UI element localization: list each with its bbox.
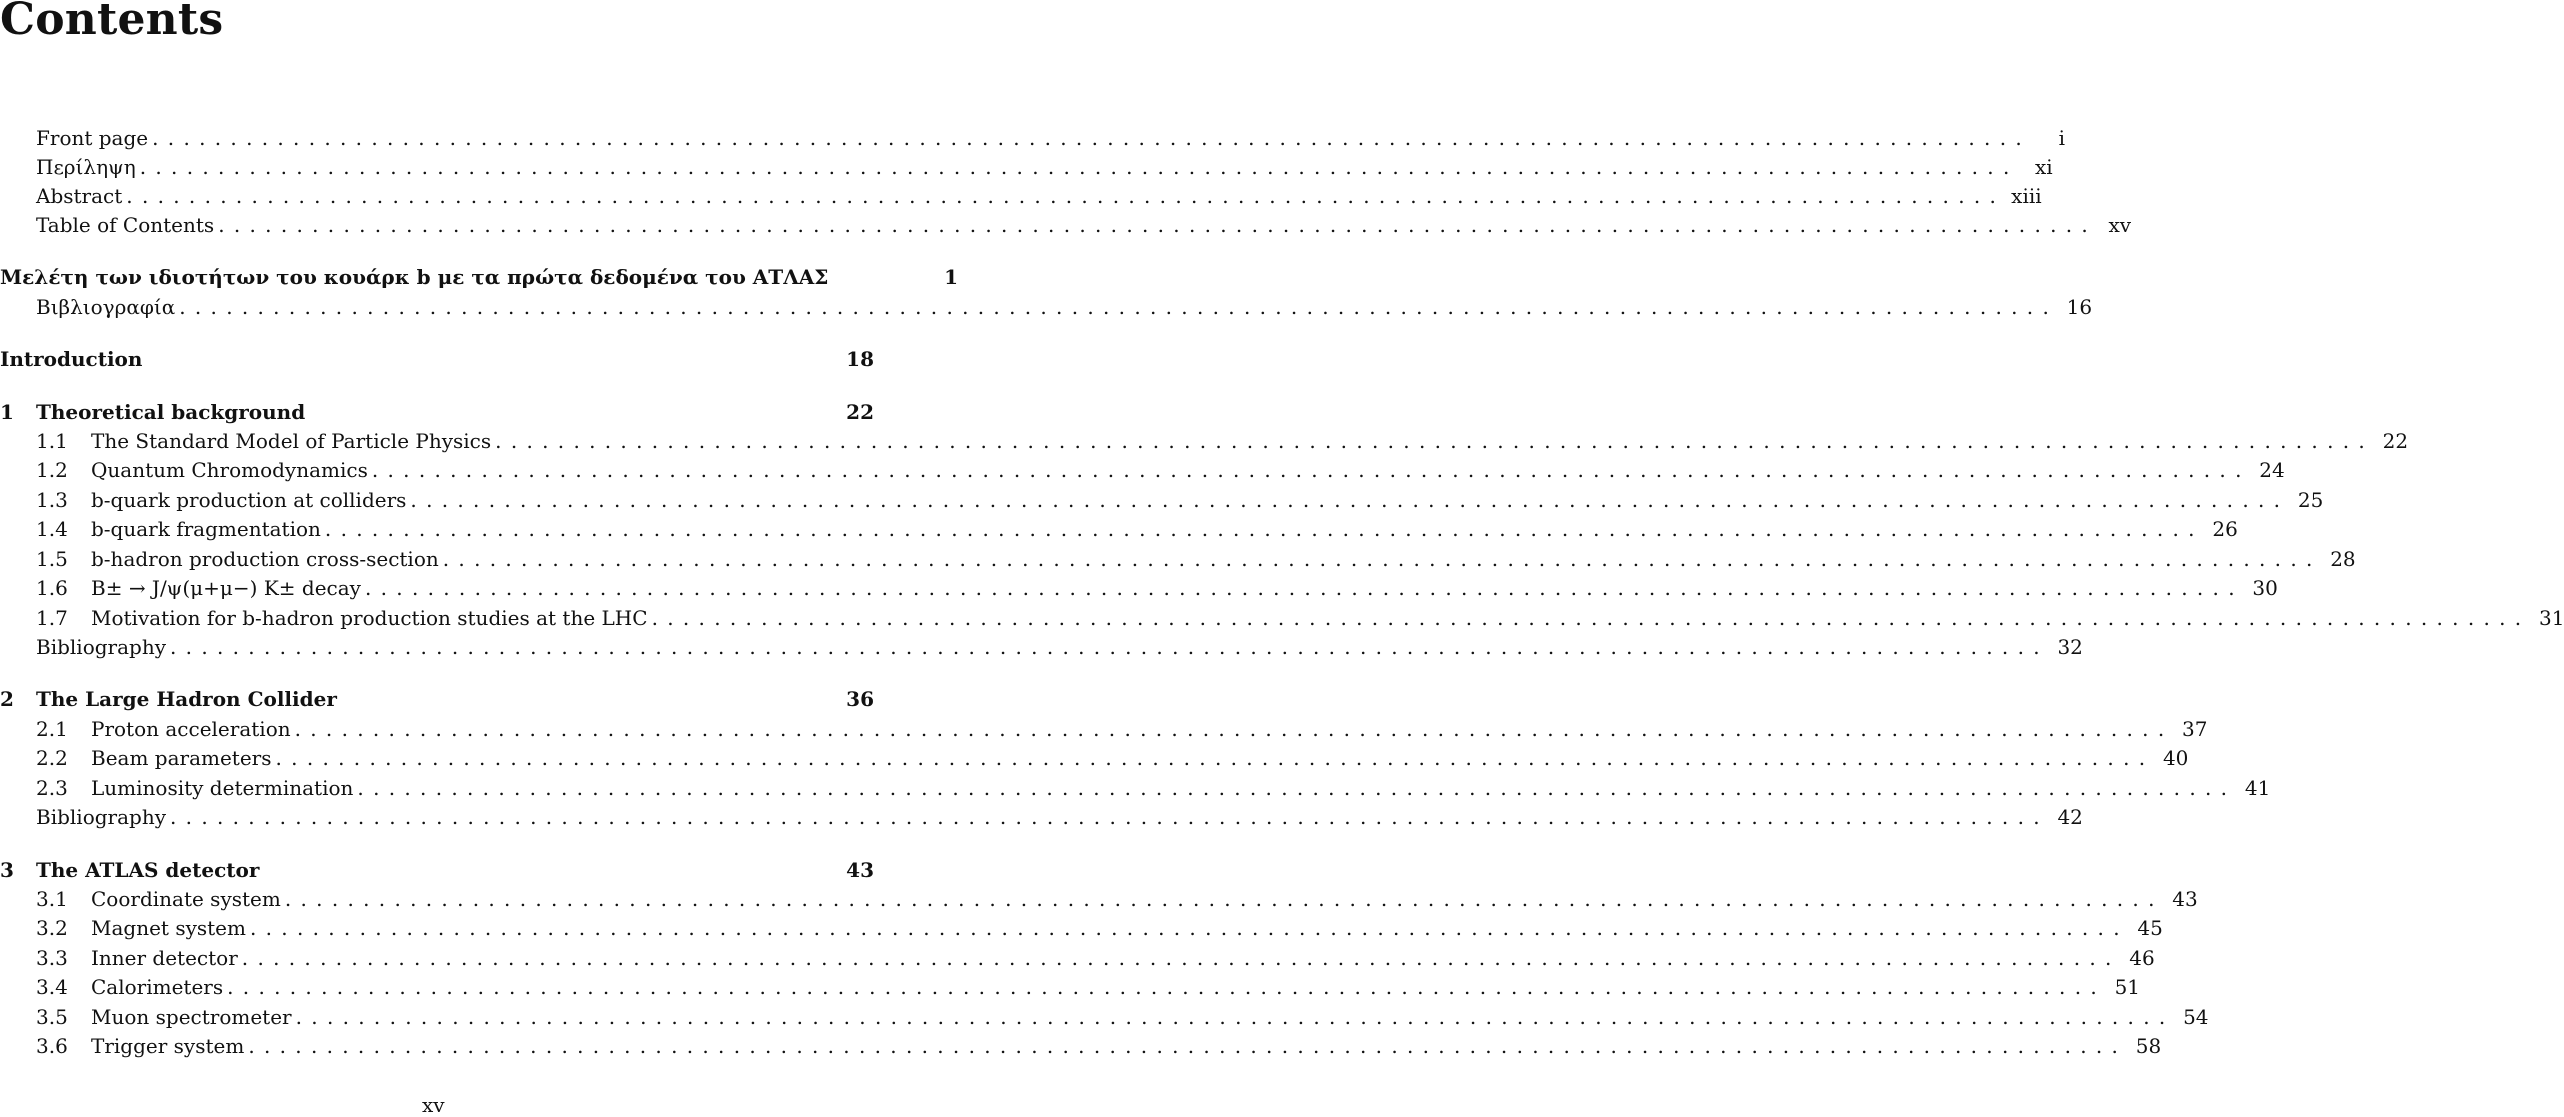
dot-leader: ........................................................................................................................ — [442, 547, 2322, 571]
toc-section-page: 25 — [2297, 488, 2324, 512]
toc-chapter-page: 43 — [846, 858, 874, 882]
toc-section-title: Calorimeters — [91, 975, 224, 999]
toc-section-2-3[interactable] — [36, 774, 2271, 802]
toc-chapter-page: 22 — [846, 400, 874, 424]
toc-section-3-5[interactable] — [36, 1003, 2209, 1031]
dot-leader: ........................................................................................................................ — [651, 606, 2531, 630]
toc-section-title: Motivation for b-hadron production studies at the LHC — [91, 606, 648, 630]
toc-section-page: 32 — [2057, 635, 2083, 659]
dot-leader: ........................................................................................................................ — [170, 635, 2049, 659]
toc-section-page: 46 — [2129, 946, 2155, 970]
toc-section-3-2[interactable] — [36, 914, 2163, 942]
toc-section-page: 22 — [2382, 429, 2409, 453]
toc-chapter-title: Theoretical background — [36, 400, 306, 424]
toc-section-2-1[interactable] — [36, 715, 2208, 743]
toc-entry-abstract[interactable] — [36, 182, 2042, 210]
toc-section-title: Beam parameters — [91, 746, 272, 770]
toc-section-1-4[interactable] — [36, 515, 2238, 543]
toc-section-title: Bibliography — [36, 635, 166, 659]
toc-section-title: b-hadron production cross-section — [91, 547, 439, 571]
toc-section-number: 2.1 — [36, 717, 68, 741]
dot-leader: ........................................................................................................................ — [227, 975, 2107, 999]
toc-section-number: 1.7 — [36, 606, 68, 630]
toc-chapter-page: 18 — [846, 347, 874, 371]
dot-leader: ........................................................................................................................ — [284, 887, 2164, 911]
toc-section-number: 1.4 — [36, 517, 68, 541]
toc-section-page: 31 — [2539, 606, 2564, 630]
toc-chapter-1[interactable] — [0, 398, 874, 426]
toc-section-number: 2.2 — [36, 746, 68, 770]
dot-leader: ........................................................................................................................ — [139, 155, 2019, 179]
toc-section-number: 3.4 — [36, 975, 68, 999]
dot-leader: ........................................................................................................................ — [495, 429, 2375, 453]
dot-leader: ........................................................................................................................ — [357, 776, 2237, 800]
toc-section-title: B± → J/ψ(μ+μ−) K± decay — [91, 576, 361, 600]
toc-chapter-greek-summary[interactable] — [0, 263, 958, 291]
toc-section-page: 24 — [2259, 458, 2285, 482]
toc-section-1-7[interactable] — [36, 604, 2564, 632]
dot-leader: ........................................................................................................................ — [295, 1005, 2175, 1029]
toc-chapter-title: The ATLAS detector — [36, 858, 260, 882]
toc-chapter-page: 1 — [944, 265, 958, 289]
toc-section-title: Coordinate system — [91, 887, 281, 911]
toc-entry-label: Περίληψη — [36, 155, 136, 179]
toc-section-1-2[interactable] — [36, 456, 2285, 484]
toc-chapter-2[interactable] — [0, 685, 874, 713]
dot-leader: ........................................................................................................................ — [275, 746, 2155, 770]
dot-leader: ........................................................................................................................ — [170, 805, 2049, 829]
toc-section-3-3[interactable] — [36, 944, 2155, 972]
toc-chapter-number: 3 — [0, 858, 14, 882]
toc-section-number: 3.3 — [36, 946, 68, 970]
toc-section-title: Trigger system — [91, 1034, 245, 1058]
toc-section-1-bibliography[interactable] — [36, 633, 2083, 661]
toc-entry-page: xiii — [2011, 184, 2042, 208]
toc-entry-page: i — [2058, 126, 2066, 150]
dot-leader: ........................................................................................................................ — [249, 916, 2129, 940]
toc-entry-front-page[interactable] — [36, 124, 2066, 152]
toc-section-page: 58 — [2135, 1034, 2162, 1058]
toc-section-page: 40 — [2162, 746, 2189, 770]
toc-section-title: Proton acceleration — [91, 717, 291, 741]
toc-section-2-2[interactable] — [36, 744, 2189, 772]
toc-entry-page: 16 — [2066, 295, 2093, 319]
dot-leader: ........................................................................................................................ — [371, 458, 2251, 482]
toc-section-3-4[interactable] — [36, 973, 2141, 1001]
toc-section-number: 1.1 — [36, 429, 68, 453]
toc-section-page: 54 — [2183, 1005, 2209, 1029]
dot-leader: ........................................................................................................................ — [248, 1034, 2128, 1058]
toc-section-number: 1.5 — [36, 547, 68, 571]
toc-section-1-3[interactable] — [36, 486, 2324, 514]
toc-entry-label: Βιβλιογραφία — [36, 295, 176, 319]
toc-section-page: 26 — [2212, 517, 2238, 541]
toc-section-number: 1.3 — [36, 488, 68, 512]
toc-section-2-bibliography[interactable] — [36, 803, 2083, 831]
toc-entry-vivliografia[interactable] — [36, 293, 2093, 321]
toc-section-title: Muon spectrometer — [91, 1005, 292, 1029]
toc-entry-label: Front page — [36, 126, 149, 150]
dot-leader: ........................................................................................................................ — [364, 576, 2244, 600]
toc-section-title: b-quark fragmentation — [91, 517, 321, 541]
toc-chapter-title: Μελέτη των ιδιοτήτων του κουάρκ b με τα πρώτα δεδομένα του ΑΤΛΑΣ — [0, 265, 829, 289]
toc-chapter-number: 2 — [0, 687, 14, 711]
toc-chapter-3[interactable] — [0, 856, 874, 884]
toc-section-1-1[interactable] — [36, 427, 2409, 455]
toc-entry-perilipsi[interactable] — [36, 153, 2053, 181]
toc-section-number: 3.1 — [36, 887, 68, 911]
toc-section-number: 3.2 — [36, 916, 68, 940]
toc-section-1-6[interactable] — [36, 574, 2278, 602]
dot-leader: ........................................................................................................................ — [126, 184, 2006, 208]
toc-section-title: The Standard Model of Particle Physics — [91, 429, 492, 453]
toc-section-page: 43 — [2172, 887, 2198, 911]
toc-chapter-title: Introduction — [0, 347, 143, 371]
toc-section-title: Inner detector — [91, 946, 238, 970]
dot-leader: ........................................................................................................................ — [218, 213, 2098, 237]
toc-section-3-1[interactable] — [36, 885, 2198, 913]
page-title: Contents — [0, 0, 224, 45]
toc-entry-page: xv — [2108, 213, 2132, 237]
toc-section-number: 3.5 — [36, 1005, 68, 1029]
toc-section-number: 1.2 — [36, 458, 68, 482]
toc-section-title: Luminosity determination — [91, 776, 354, 800]
toc-chapter-page: 36 — [846, 687, 874, 711]
footer-page-number: xv — [422, 1093, 445, 1117]
dot-leader: ........................................................................................................................ — [324, 517, 2204, 541]
toc-entry-table-of-contents[interactable] — [36, 211, 2132, 239]
toc-section-title: Magnet system — [91, 916, 246, 940]
dot-leader: ........................................................................................................................ — [241, 946, 2121, 970]
toc-section-page: 30 — [2252, 576, 2278, 600]
toc-section-number: 1.6 — [36, 576, 68, 600]
toc-section-page: 45 — [2137, 916, 2163, 940]
toc-section-page: 42 — [2057, 805, 2083, 829]
toc-entry-page: xi — [2034, 155, 2053, 179]
toc-chapter-number: 1 — [0, 400, 14, 424]
toc-chapter-introduction[interactable] — [0, 345, 874, 373]
toc-section-page: 37 — [2182, 717, 2208, 741]
toc-section-number: 3.6 — [36, 1034, 68, 1058]
dot-leader: ........................................................................................................................ — [410, 488, 2290, 512]
toc-section-page: 28 — [2330, 547, 2356, 571]
toc-entry-label: Table of Contents — [36, 213, 215, 237]
dot-leader: ........................................................................................................................ — [152, 126, 2032, 150]
toc-section-title: b-quark production at colliders — [91, 488, 407, 512]
toc-section-page: 51 — [2114, 975, 2141, 999]
toc-entry-label: Abstract — [36, 184, 123, 208]
toc-section-title: Quantum Chromodynamics — [91, 458, 368, 482]
dot-leader: ........................................................................................................................ — [179, 295, 2059, 319]
toc-chapter-title: The Large Hadron Collider — [36, 687, 337, 711]
dot-leader: ........................................................................................................................ — [294, 717, 2174, 741]
toc-section-3-6[interactable] — [36, 1032, 2162, 1060]
toc-section-number: 2.3 — [36, 776, 68, 800]
toc-section-title: Bibliography — [36, 805, 166, 829]
toc-section-page: 41 — [2244, 776, 2271, 800]
toc-section-1-5[interactable] — [36, 545, 2356, 573]
